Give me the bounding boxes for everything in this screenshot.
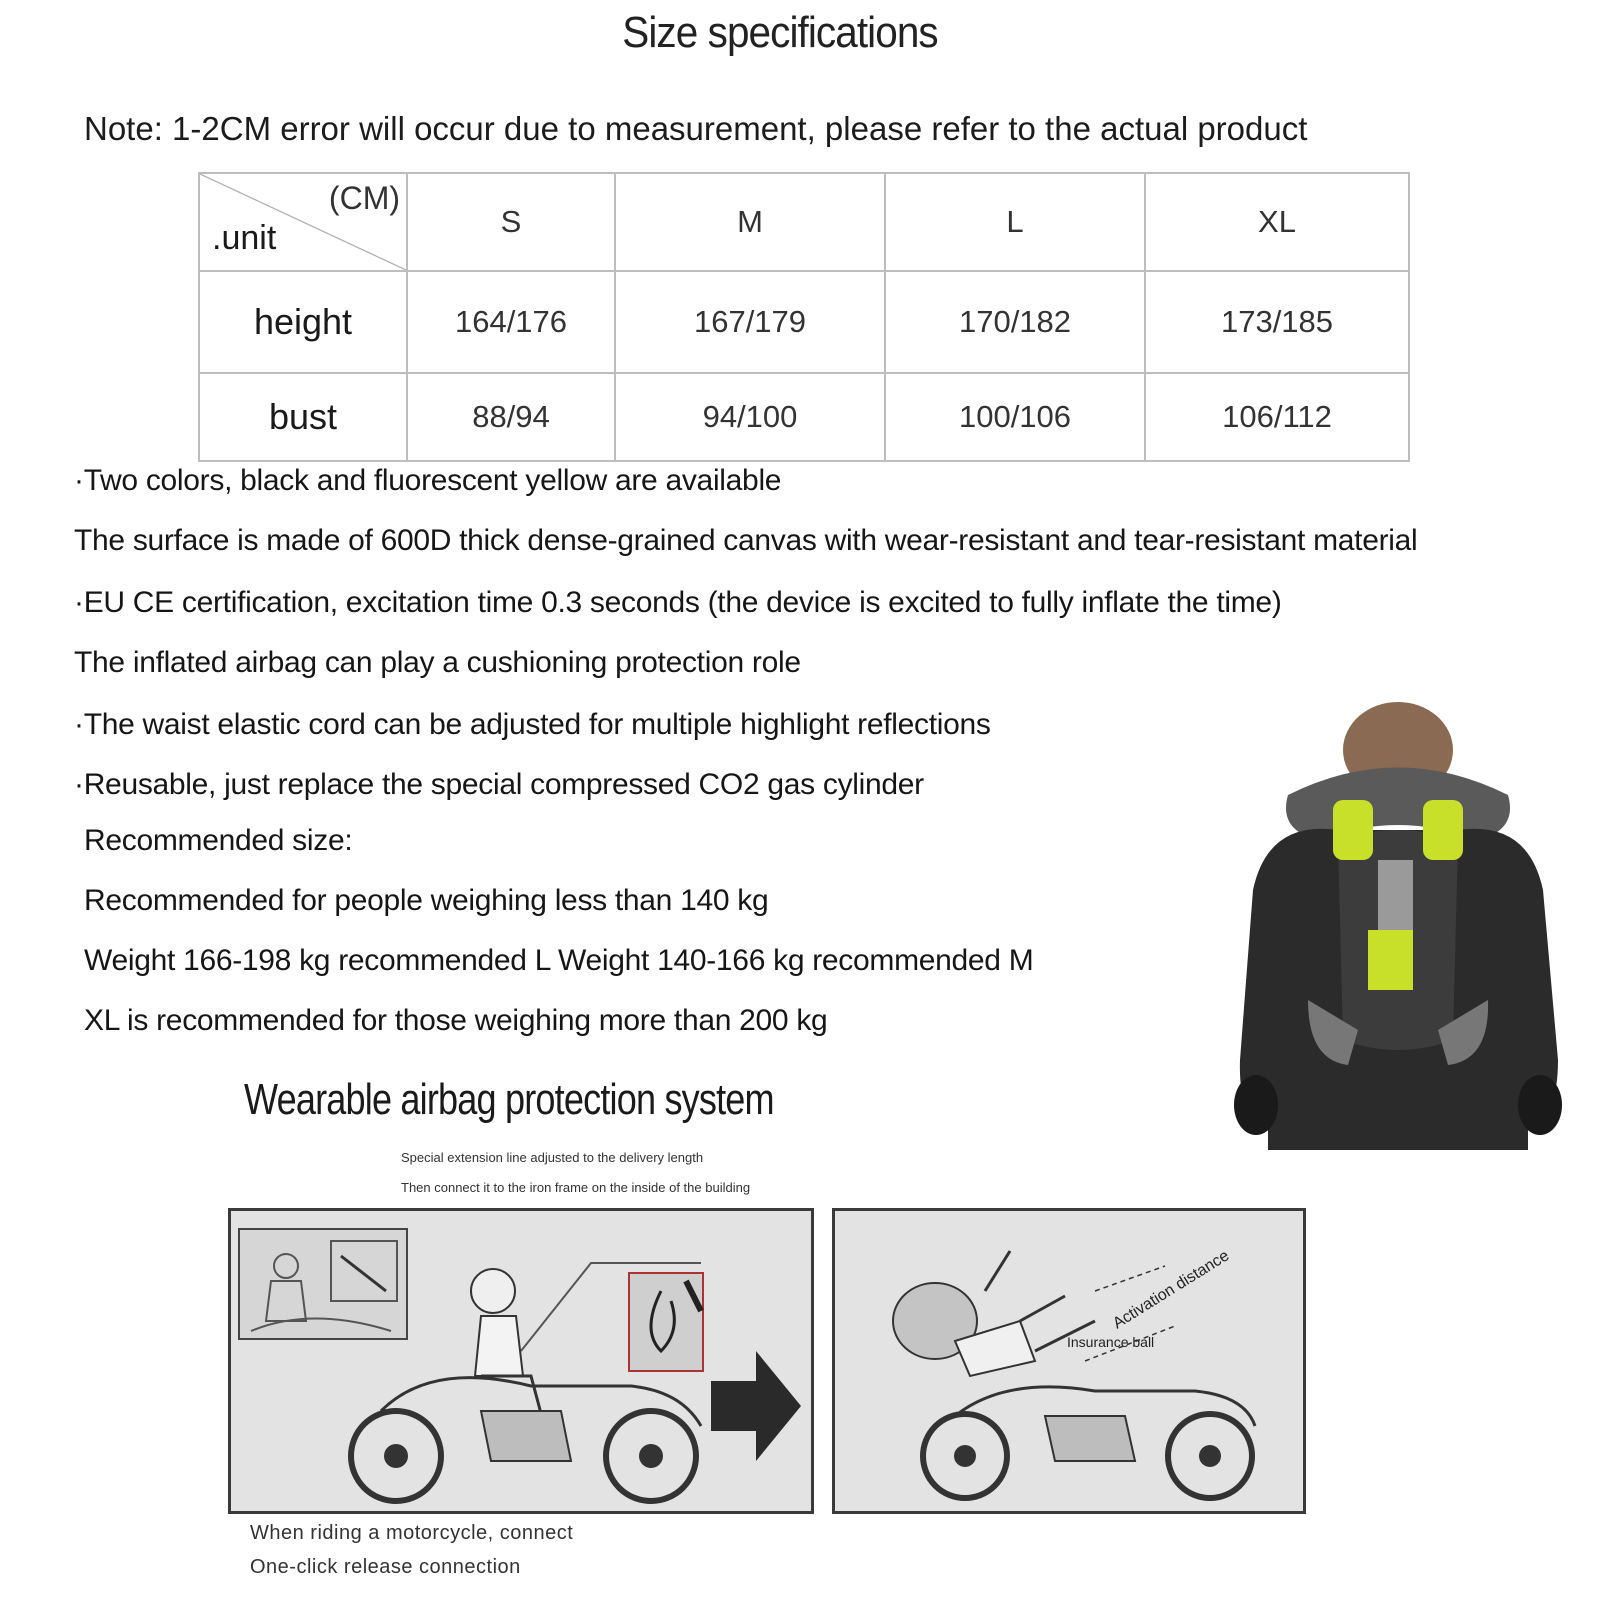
table-row [199,271,1409,373]
recommended-heading: Recommended size: [84,824,353,857]
size-header-l: L [885,173,1145,271]
table-cell: 100/106 [885,373,1145,461]
row-label-bust: bust [199,373,407,461]
feature-colors: ·Two colors, black and fluorescent yellow are available [74,464,782,497]
unit-cm-label: (CM) [328,180,400,216]
table-cell: 88/94 [407,373,615,461]
row-label-height: height [199,271,407,373]
insurance-ball-label: Insurance ball [1067,1334,1155,1350]
table-corner-cell [199,173,407,271]
feature-surface: The surface is made of 600D thick dense-grained canvas with wear-resistant and tear-resistant material [74,524,1418,557]
table-row [199,373,1409,461]
table-cell: 167/179 [615,271,885,373]
bottom-caption: One-click release connection [250,1556,521,1578]
rider-airbag-vest-image [1228,700,1568,1160]
feature-waist-cord: ·The waist elastic cord can be adjusted for multiple highlight reflections [74,708,991,741]
table-cell: 170/182 [885,271,1145,373]
bottom-caption: When riding a motorcycle, connect [250,1522,574,1544]
motorcycle-release-illustration [835,1211,1303,1511]
table-cell: 164/176 [407,271,615,373]
activation-distance-label: Activation distance [1110,1247,1233,1333]
table-cell: 173/185 [1145,271,1409,373]
system-title: Wearable airbag protection system [244,1075,774,1124]
system-caption: Then connect it to the iron frame on the inside of the building [401,1180,751,1195]
page-title: Size specifications [622,8,938,57]
feature-cushioning: The inflated airbag can play a cushioning protection role [74,646,801,679]
table-cell: 94/100 [615,373,885,461]
unit-label: .unit [212,219,277,257]
system-caption: Special extension line adjusted to the delivery length [401,1150,704,1165]
illustration-release-activation [832,1208,1306,1514]
recommended-line: Weight 166-198 kg recommended L Weight 140-166 kg recommended M [84,944,1034,977]
feature-certification: ·EU CE certification, excitation time 0.3 seconds (the device is excited to fully inflate the time) [74,586,1282,619]
size-header-m: M [615,173,885,271]
feature-reusable: ·Reusable, just replace the special compressed CO2 gas cylinder [74,768,924,801]
motorcycle-connected-illustration [231,1211,811,1511]
size-header-xl: XL [1145,173,1409,271]
table-cell: 106/112 [1145,373,1409,461]
size-table [198,172,1410,462]
size-header-s: S [407,173,615,271]
table-header-row [199,173,1409,271]
measurement-note: Note: 1-2CM error will occur due to measurement, please refer to the actual product [84,110,1308,147]
recommended-line: Recommended for people weighing less than 140 kg [84,884,769,917]
illustration-riding-connected [228,1208,814,1514]
recommended-line: XL is recommended for those weighing more than 200 kg [84,1004,828,1037]
